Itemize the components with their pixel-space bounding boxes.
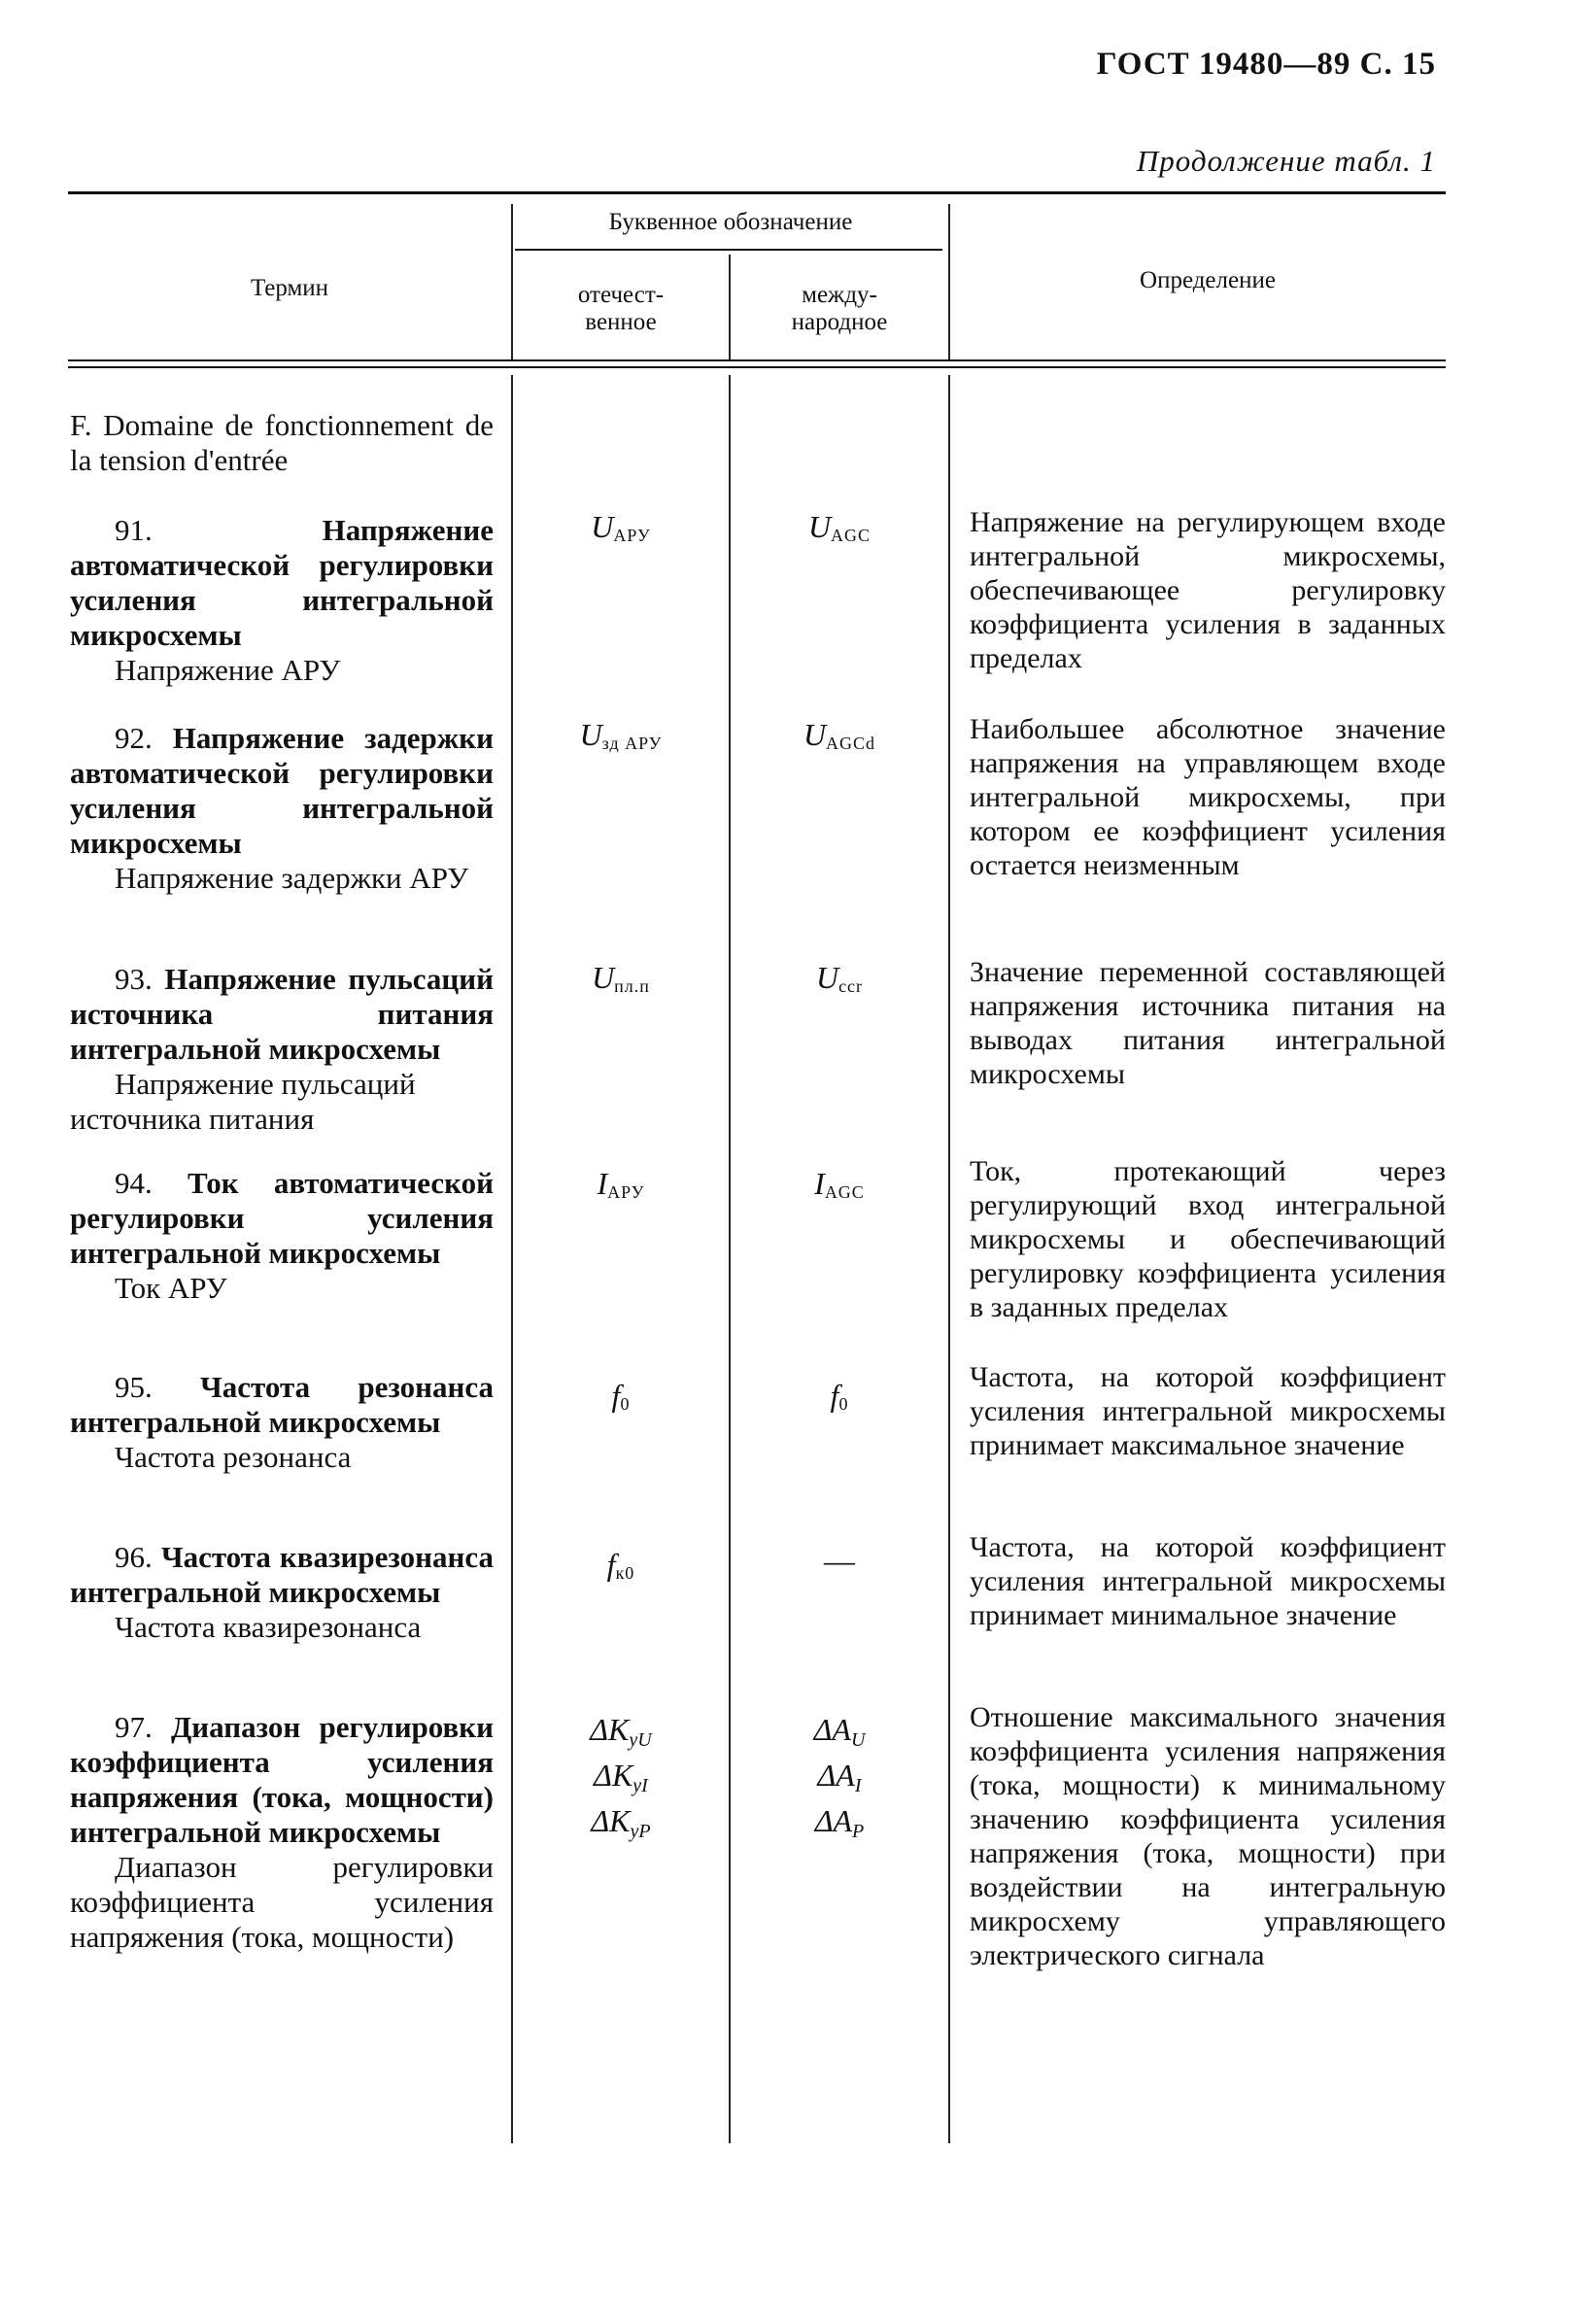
international-symbol-92: $U_{AGCd}$ <box>803 717 876 753</box>
term-text: Ток автоматической регулировки усиления интегральной микросхемы <box>70 1166 495 1270</box>
term-entry-96 <box>70 1540 494 1645</box>
international-symbol-93: $U_{ccr}$ <box>815 960 864 996</box>
page-header: ГОСТ 19480—89 С. 15 <box>1096 47 1436 82</box>
term-number: 92. <box>115 721 153 755</box>
column-divider-3-body <box>948 375 950 2143</box>
international-symbol-91: $U_{AGC}$ <box>807 509 871 545</box>
international-symbol-95: $f_0$ <box>830 1378 849 1414</box>
term-entry-93 <box>70 962 494 1137</box>
domestic-symbol-95: $f_0$ <box>611 1378 631 1414</box>
column-divider-2-body <box>729 375 731 2143</box>
column-divider-3 <box>948 204 950 359</box>
term-number: 95. <box>115 1370 153 1404</box>
term-text: Частота квазирезонанса интегральной микросхемы <box>70 1540 494 1609</box>
term-text: Напряжение автоматической регулировки усиления интегральной микросхемы <box>70 513 494 652</box>
term-short-form: Напряжение задержки АРУ <box>115 861 469 895</box>
term-text: Напряжение задержки автоматической регулировки усиления интегральной микросхемы <box>70 721 495 860</box>
definition-93: Значение переменной составляющей напряжения источника питания на выводах питания интегральной микросхемы <box>970 956 1446 1090</box>
header-bottom-rule-2 <box>68 366 1446 368</box>
term-entry-95 <box>70 1370 494 1475</box>
domestic-symbol-91: $U_{АРУ}$ <box>591 509 651 545</box>
term-number: 94. <box>115 1166 153 1200</box>
domestic-symbol-92: $U_{зд АРУ}$ <box>579 717 663 753</box>
term-number: 97. <box>115 1710 153 1744</box>
column-divider-2 <box>729 255 731 359</box>
domestic-symbol-94: $I_{АРУ}$ <box>597 1166 645 1202</box>
term-short-form: Частота квазирезонанса <box>115 1610 422 1644</box>
term-number: 96. <box>115 1540 153 1574</box>
definition-92: Наибольшее абсолютное значение напряжения на управляющем входе интегральной микросхемы, при котором ее коэффициент усиления остается неизменным <box>970 713 1446 881</box>
header-definition: Определение <box>1140 267 1276 293</box>
international-symbol-94: $I_{AGC}$ <box>814 1166 865 1202</box>
term-text: Диапазон регулировки коэффициента усиления напряжения (тока, мощности) интегральной микросхемы <box>70 1710 494 1849</box>
term-short-form: Напряжение АРУ <box>115 653 341 687</box>
letter-header-rule <box>515 249 942 251</box>
definition-94: Ток, протекающий через регулирующий вход интегральной микросхемы и обеспечивающий регулировку коэффициента усиления в заданных пределах <box>970 1155 1446 1323</box>
column-divider-1 <box>511 204 513 359</box>
term-short-form: Ток АРУ <box>115 1271 227 1305</box>
table-top-rule <box>68 191 1446 194</box>
term-entry-97 <box>70 1710 494 1955</box>
term-number: 91. <box>115 513 153 547</box>
international-symbol-96: — <box>824 1543 855 1578</box>
intro-foreign-term: F. Domaine de fonctionnement de la tension d'entrée <box>70 408 494 477</box>
international-symbols-97: $\Delta A_U$ $\Delta A_I$ $\Delta A_P$ <box>813 1712 866 1842</box>
header-letter-designation: Буквенное обозначение <box>608 209 853 235</box>
definition-91: Напряжение на регулирующем входе интегральной микросхемы, обеспечивающее регулировку коэффициента усиления в заданных пределах <box>970 506 1446 674</box>
term-number: 93. <box>115 962 153 996</box>
term-entry-92 <box>70 721 494 896</box>
definition-96: Частота, на которой коэффициент усиления интегральной микросхемы принимает минимальное значение <box>970 1531 1446 1631</box>
term-short-form: Напряжение пульсаций источника питания <box>70 1067 416 1136</box>
domestic-symbol-96: $f_{к0}$ <box>606 1547 635 1583</box>
term-entry-91 <box>70 513 494 688</box>
domestic-symbols-97: $\Delta K_{уU}$ $\Delta K_{уI}$ $\Delta K_{уP}$ <box>590 1712 652 1842</box>
definition-95: Частота, на которой коэффициент усиления интегральной микросхемы принимает максимальное значение <box>970 1361 1446 1461</box>
domestic-symbol-93: $U_{пл.п}$ <box>592 960 650 996</box>
term-text: Частота резонанса интегральной микросхемы <box>70 1370 494 1439</box>
header-term: Термин <box>250 275 329 301</box>
term-short-form: Диапазон регулировки коэффициента усиления напряжения (тока, мощности) <box>70 1850 494 1954</box>
term-text: Напряжение пульсаций источника питания интегральной микросхемы <box>70 962 495 1066</box>
header-domestic: отечест- венное <box>577 282 665 335</box>
definition-97: Отношение максимального значения коэффициента усиления напряжения (тока, мощности) к минимальному значению коэффициента усиления напряжения (тока, мощности) при воздействии на интегральную микросхему управляющего электрического сигнала <box>970 1701 1446 1971</box>
header-bottom-rule <box>68 359 1446 361</box>
term-entry-94 <box>70 1166 494 1306</box>
column-divider-1-body <box>511 375 513 2143</box>
table-continuation-label: Продолжение табл. 1 <box>1136 144 1436 178</box>
term-short-form: Частота резонанса <box>115 1440 352 1474</box>
header-international: между- народное <box>791 282 888 335</box>
